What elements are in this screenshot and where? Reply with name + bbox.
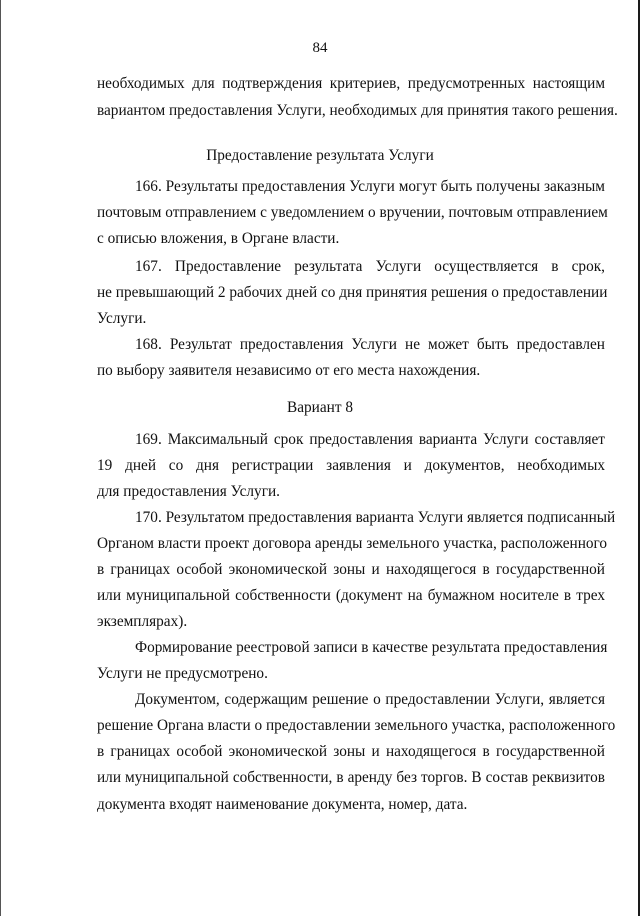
text-line: 170. Результатом предоставления варианта Услуги является подписанный xyxy=(135,509,616,526)
text-line: экземплярах). xyxy=(97,613,188,630)
text-line: 168. Результат предоставления Услуги не может быть предоставлен xyxy=(135,336,605,353)
text-line: вариантом предоставления Услуги, необходимых для принятия такого решения. xyxy=(97,102,618,119)
text-line: по выбору заявителя независимо от его места нахождения. xyxy=(97,362,481,379)
text-line: Услуги не предусмотрено. xyxy=(97,665,268,682)
text-line: с описью вложения, в Органе власти. xyxy=(97,230,340,247)
text-line: необходимых для подтверждения критериев, предусмотренных настоящим xyxy=(97,75,605,92)
page-number: 84 xyxy=(312,40,328,56)
section-heading: Предоставление результата Услуги xyxy=(206,147,434,164)
text-line: 167. Предоставление результата Услуги осуществляется в срок, xyxy=(135,258,605,275)
text-line: Документом, содержащим решение о предоставлении Услуги, является xyxy=(135,691,605,708)
text-line: не превышающий 2 рабочих дней со дня принятия решения о предоставлении xyxy=(97,284,608,301)
text-line: Услуги. xyxy=(97,310,147,327)
text-line: в границах особой экономической зоны и находящегося в государственной xyxy=(97,743,605,760)
text-line: 19 дней со дня регистрации заявления и документов, необходимых xyxy=(97,457,605,474)
text-line: почтовым отправлением с уведомлением о вручении, почтовым отправлением xyxy=(97,204,608,221)
text-line: или муниципальной собственности, в аренду без торгов. В состав реквизитов xyxy=(97,769,605,786)
text-line: решение Органа власти о предоставлении земельного участка, расположенного xyxy=(97,717,616,734)
text-line: для предоставления Услуги. xyxy=(97,483,280,500)
text-line: в границах особой экономической зоны и находящегося в государственной xyxy=(97,561,605,578)
text-line: документа входят наименование документа, номер, дата. xyxy=(97,796,468,813)
section-heading: Вариант 8 xyxy=(287,399,353,416)
text-line: 169. Максимальный срок предоставления варианта Услуги составляет xyxy=(135,431,605,448)
page-left-edge xyxy=(0,0,1,916)
text-line: 166. Результаты предоставления Услуги могут быть получены заказным xyxy=(135,178,605,195)
text-line: Формирование реестровой записи в качестве результата предоставления xyxy=(135,639,608,656)
text-line: Органом власти проект договора аренды земельного участка, расположенного xyxy=(97,535,608,552)
text-line: или муниципальной собственности (документ на бумажном носителе в трех xyxy=(97,587,605,604)
